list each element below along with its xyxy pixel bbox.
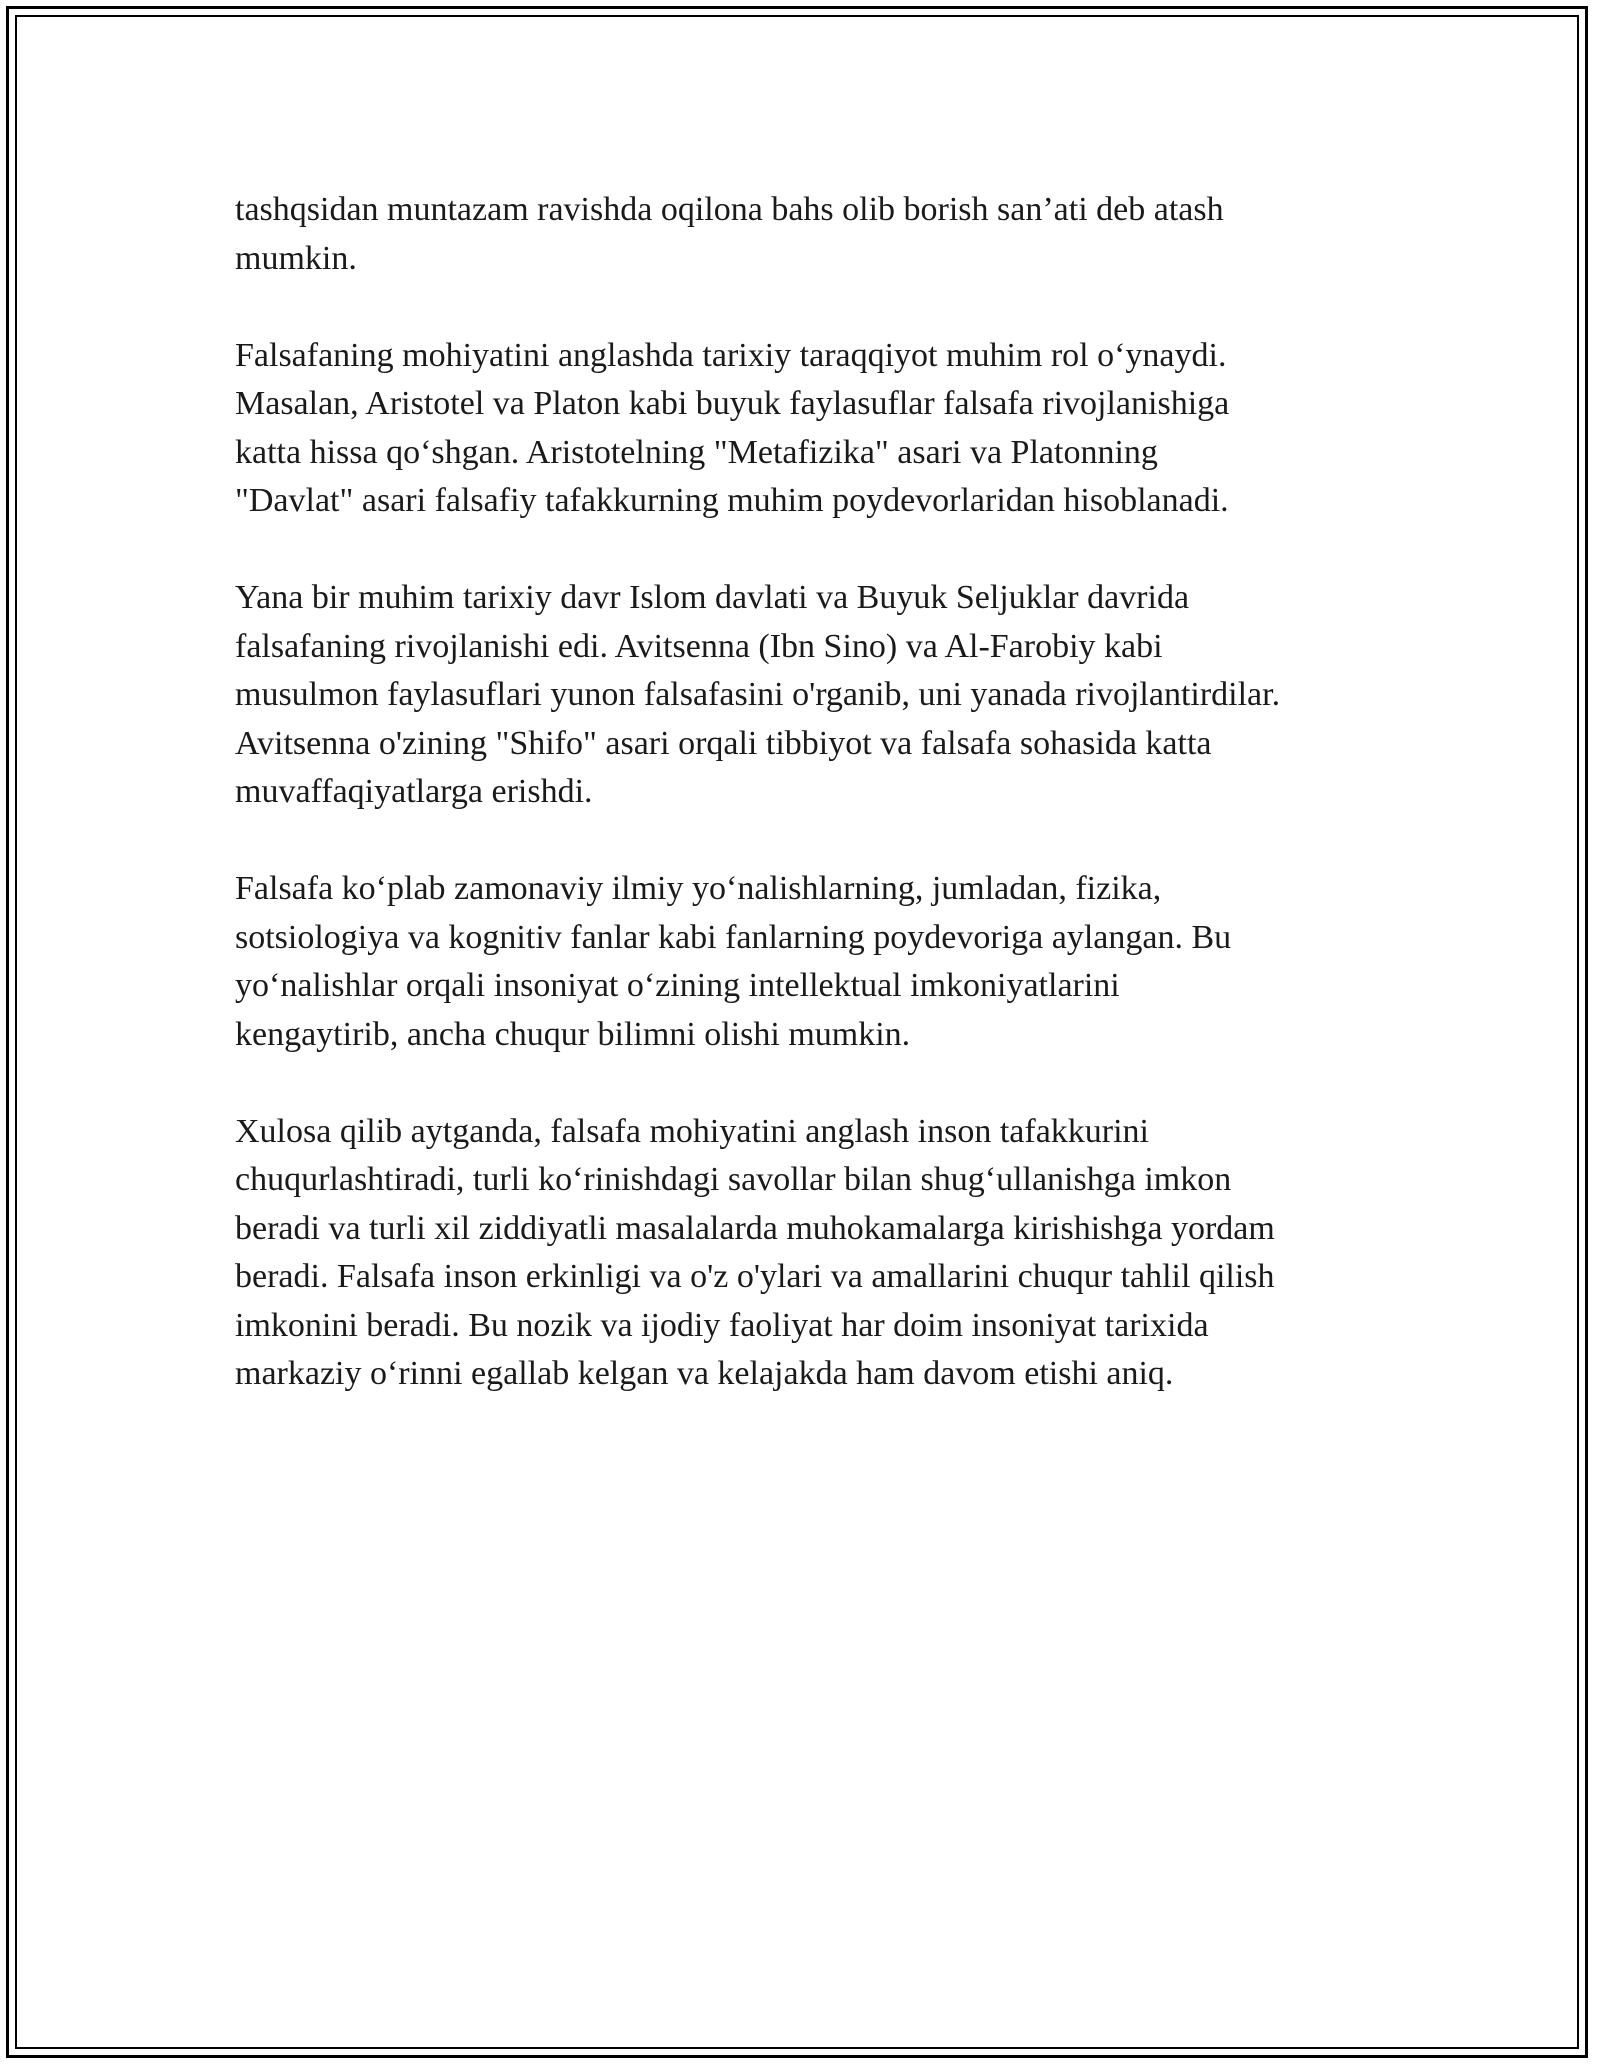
paragraph-3: Yana bir muhim tarixiy davr Islom davlati va Buyuk Seljuklar davrida falsafaning rivojlanishi edi. Avitsenna (Ibn Sino) va Al-Farobiy kabi musulmon faylasuflari yunon falsafasini o'rganib, uni yanada rivojlantirdilar. Avitsenna o'zining "Shifo" asari orqali tibbiyot va falsafa sohasida katta muvaffaqiyatlarga erishdi. [235, 579, 1281, 810]
paragraph-5: Xulosa qilib aytganda, falsafa mohiyatini anglash inson tafakkurini chuqurlashtiradi, turli ko‘rinishdagi savollar bilan shug‘ullanishga imkon beradi va turli xil ziddiyatli masalalarda muhokamalarga kirishishga yordam beradi. Falsafa inson erkinligi va o'z o'ylari va amallarini chuqur tahlil qilish imkonini beradi. Bu nozik va ijodiy faoliyat har doim insoniyat tarixida markaziy o‘rinni egallab kelgan va kelajakda ham davom etishi aniq. [235, 1112, 1275, 1392]
paragraph-4: Falsafa ko‘plab zamonaviy ilmiy yo‘nalishlarning, jumladan, fizika, sotsiologiya va kognitiv fanlar kabi fanlarning poydevoriga aylangan. Bu yo‘nalishlar orqali insoniyat o‘zining intellektual imkoniyatlarini kengaytirib, ancha chuqur bilimni olishi mumkin. [235, 870, 1232, 1053]
document-body [235, 186, 1415, 1447]
paragraph-2: Falsafaning mohiyatini anglashda tarixiy taraqqiyot muhim rol o‘ynaydi. Masalan, Aristotel va Platon kabi buyuk faylasuflar falsafa rivojlanishiga katta hissa qo‘shgan. Aristotelning "Metafizika" asari va Platonning "Davlat" asari falsafiy tafakkurning muhim poydevorlaridan hisoblanadi. [235, 336, 1230, 519]
paragraph-1: tashqsidan muntazam ravishda oqilona bahs olib borish san’ati deb atash mumkin. [235, 191, 1224, 277]
